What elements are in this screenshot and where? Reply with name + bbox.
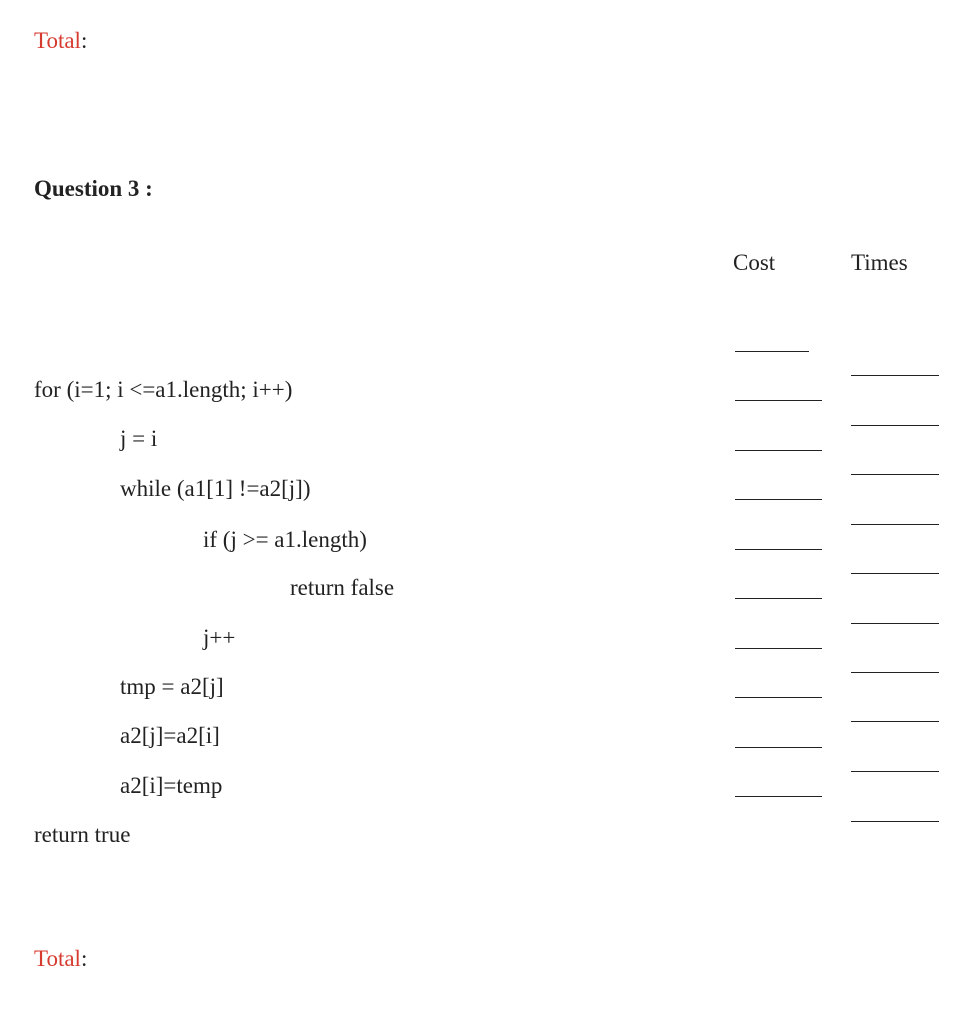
times-column-header: Times: [851, 250, 908, 275]
cost-blank: [735, 499, 822, 500]
cost-blank: [735, 598, 822, 599]
times-blank: [851, 721, 939, 722]
top-total-label: Total: [34, 28, 81, 53]
cost-blank: [735, 549, 822, 550]
times-blank: [851, 672, 939, 673]
bottom-total-colon: :: [80, 946, 88, 971]
code-line-for: for (i=1; i <=a1.length; i++): [34, 377, 293, 402]
cost-blank: [735, 648, 822, 649]
cost-blank: [735, 697, 822, 698]
times-blank: [851, 573, 939, 574]
times-blank: [851, 821, 939, 822]
times-blank: [851, 524, 939, 525]
cost-blank: [735, 796, 822, 797]
cost-blank: [735, 351, 809, 352]
top-total-colon: :: [80, 28, 88, 53]
times-blank: [851, 623, 939, 624]
times-blank: [851, 474, 939, 475]
code-line-return-false: return false: [290, 575, 395, 600]
times-blank: [851, 425, 939, 426]
question-title: Question 3 :: [34, 176, 153, 201]
code-line-j-increment: j++: [203, 625, 236, 650]
bottom-total: [34, 945, 87, 973]
cost-blank: [735, 747, 822, 748]
code-line-swap-i: a2[i]=temp: [120, 773, 223, 798]
code-line-if: if (j >= a1.length): [203, 527, 367, 552]
cost-blank: [735, 400, 822, 401]
cost-column-header: Cost: [733, 250, 776, 275]
code-line-while: while (a1[1] !=a2[j]): [120, 476, 311, 501]
bottom-total-label: Total: [34, 946, 81, 971]
code-line-return-true: return true: [34, 822, 131, 847]
code-line-j-assign: j = i: [120, 426, 158, 451]
code-line-swap-j: a2[j]=a2[i]: [120, 723, 220, 748]
code-line-tmp: tmp = a2[j]: [120, 674, 224, 699]
times-blank: [851, 375, 939, 376]
times-blank: [851, 771, 939, 772]
top-total: [34, 27, 87, 55]
cost-blank: [735, 450, 822, 451]
